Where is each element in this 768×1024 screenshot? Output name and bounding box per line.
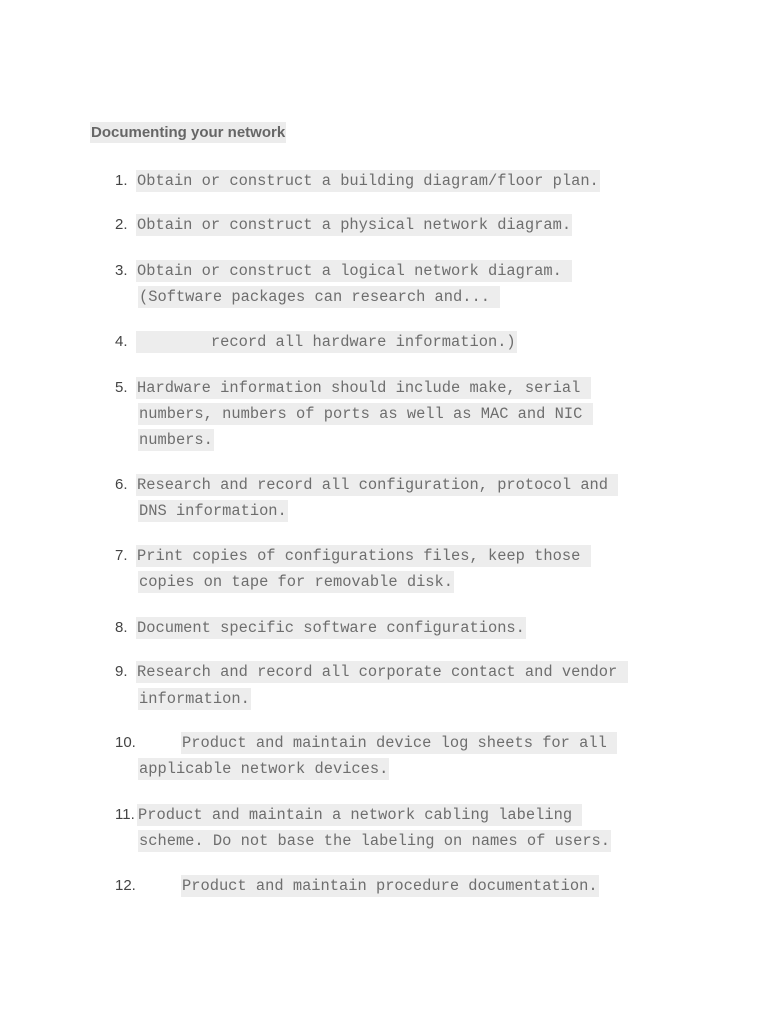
list-item-number: 5.: [115, 379, 128, 396]
list-item-text: Research and record all corporate contact and vendor: [137, 663, 627, 681]
document-title: Documenting your network: [91, 124, 286, 141]
list-item-text: Product and maintain device log sheets for all: [182, 734, 617, 752]
list-item-number: 2.: [115, 216, 128, 233]
list-item-text: Research and record all configuration, protocol and: [137, 476, 618, 494]
list-item-text: Document specific software configurations.: [137, 619, 525, 637]
list-item-text: applicable network devices.: [139, 760, 389, 778]
list-item-text: copies on tape for removable disk.: [139, 573, 454, 591]
list-item-number: 1.: [115, 172, 128, 189]
list-item-text: Product and maintain a network cabling labeling: [138, 806, 582, 824]
list-item-number: 3.: [115, 262, 128, 279]
list-item-text: (Software packages can research and...: [139, 288, 500, 306]
list-item-number: 11.: [115, 806, 135, 823]
list-item-number: 6.: [115, 476, 128, 493]
list-item-text: Obtain or construct a building diagram/floor plan.: [137, 172, 599, 190]
list-item-number: 4.: [115, 333, 128, 350]
list-item-text: numbers.: [139, 431, 213, 449]
list-item-number: 9.: [115, 663, 128, 680]
list-item-number: 8.: [115, 619, 128, 636]
list-item-text: information.: [139, 690, 250, 708]
list-item-text: Hardware information should include make, serial: [137, 379, 590, 397]
list-item-number: 10.: [115, 734, 136, 751]
list-item-number: 12.: [115, 877, 136, 894]
list-item-text: scheme. Do not base the labeling on names of users.: [139, 832, 611, 850]
list-item-text: numbers, numbers of ports as well as MAC and NIC: [139, 405, 592, 423]
list-item-text: Obtain or construct a logical network diagram.: [137, 262, 572, 280]
list-item-text: Print copies of configurations files, keep those: [137, 547, 590, 565]
list-item-text: Obtain or construct a physical network diagram.: [137, 216, 572, 234]
list-item-text: record all hardware information.): [137, 333, 516, 351]
list-item-number: 7.: [115, 547, 128, 564]
list-item-text: Product and maintain procedure documentation.: [182, 877, 598, 895]
list-item-text: DNS information.: [139, 502, 287, 520]
